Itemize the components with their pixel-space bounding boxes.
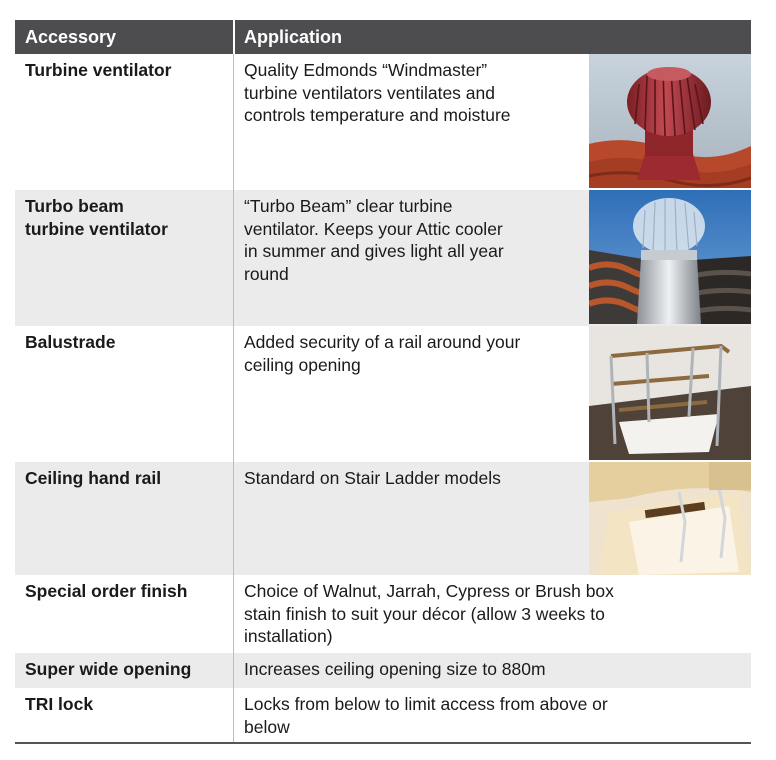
ceiling-hand-rail-photo: [589, 462, 751, 575]
application-text: Added security of a rail around your ceiling opening: [244, 332, 521, 375]
accessory-name: Balustrade: [25, 332, 116, 352]
accessory-name: Turbine ventilator: [25, 60, 172, 80]
table-row: [15, 688, 751, 742]
table-row: [15, 54, 751, 190]
table-header: [15, 20, 751, 54]
table-row: [15, 462, 751, 575]
header-accessory: Accessory: [25, 27, 117, 47]
application-text: Quality Edmonds “Windmaster” turbine ventilators ventilates and controls temperature and moisture: [244, 60, 511, 125]
table-row: [15, 326, 751, 462]
table-row: [15, 653, 751, 688]
balustrade-photo: [589, 326, 751, 460]
table-row: [15, 190, 751, 326]
accessory-name: Super wide opening: [25, 659, 192, 679]
application-text: Standard on Stair Ladder models: [244, 468, 501, 488]
accessory-name: TRI lock: [25, 694, 94, 714]
table-row: [15, 575, 751, 653]
application-text: Locks from below to limit access from above or below: [244, 694, 608, 737]
column-divider: [233, 54, 234, 744]
header-divider: [233, 20, 235, 54]
table-bottom-rule: [15, 742, 751, 744]
red-turbine-ventilator-photo: [589, 54, 751, 188]
accessory-name: Special order finish: [25, 581, 188, 601]
clear-turbine-ventilator-photo: [589, 190, 751, 324]
application-text: Choice of Walnut, Jarrah, Cypress or Brush box stain finish to suit your décor (allow 3 weeks to installation): [244, 581, 614, 646]
header-application: Application: [244, 27, 342, 47]
application-text: “Turbo Beam” clear turbine ventilator. Keeps your Attic cooler in summer and gives light all year round: [244, 196, 504, 284]
accessory-name: Turbo beam turbine ventilator: [25, 196, 168, 239]
accessory-name: Ceiling hand rail: [25, 468, 162, 488]
application-text: Increases ceiling opening size to 880m: [244, 659, 546, 679]
